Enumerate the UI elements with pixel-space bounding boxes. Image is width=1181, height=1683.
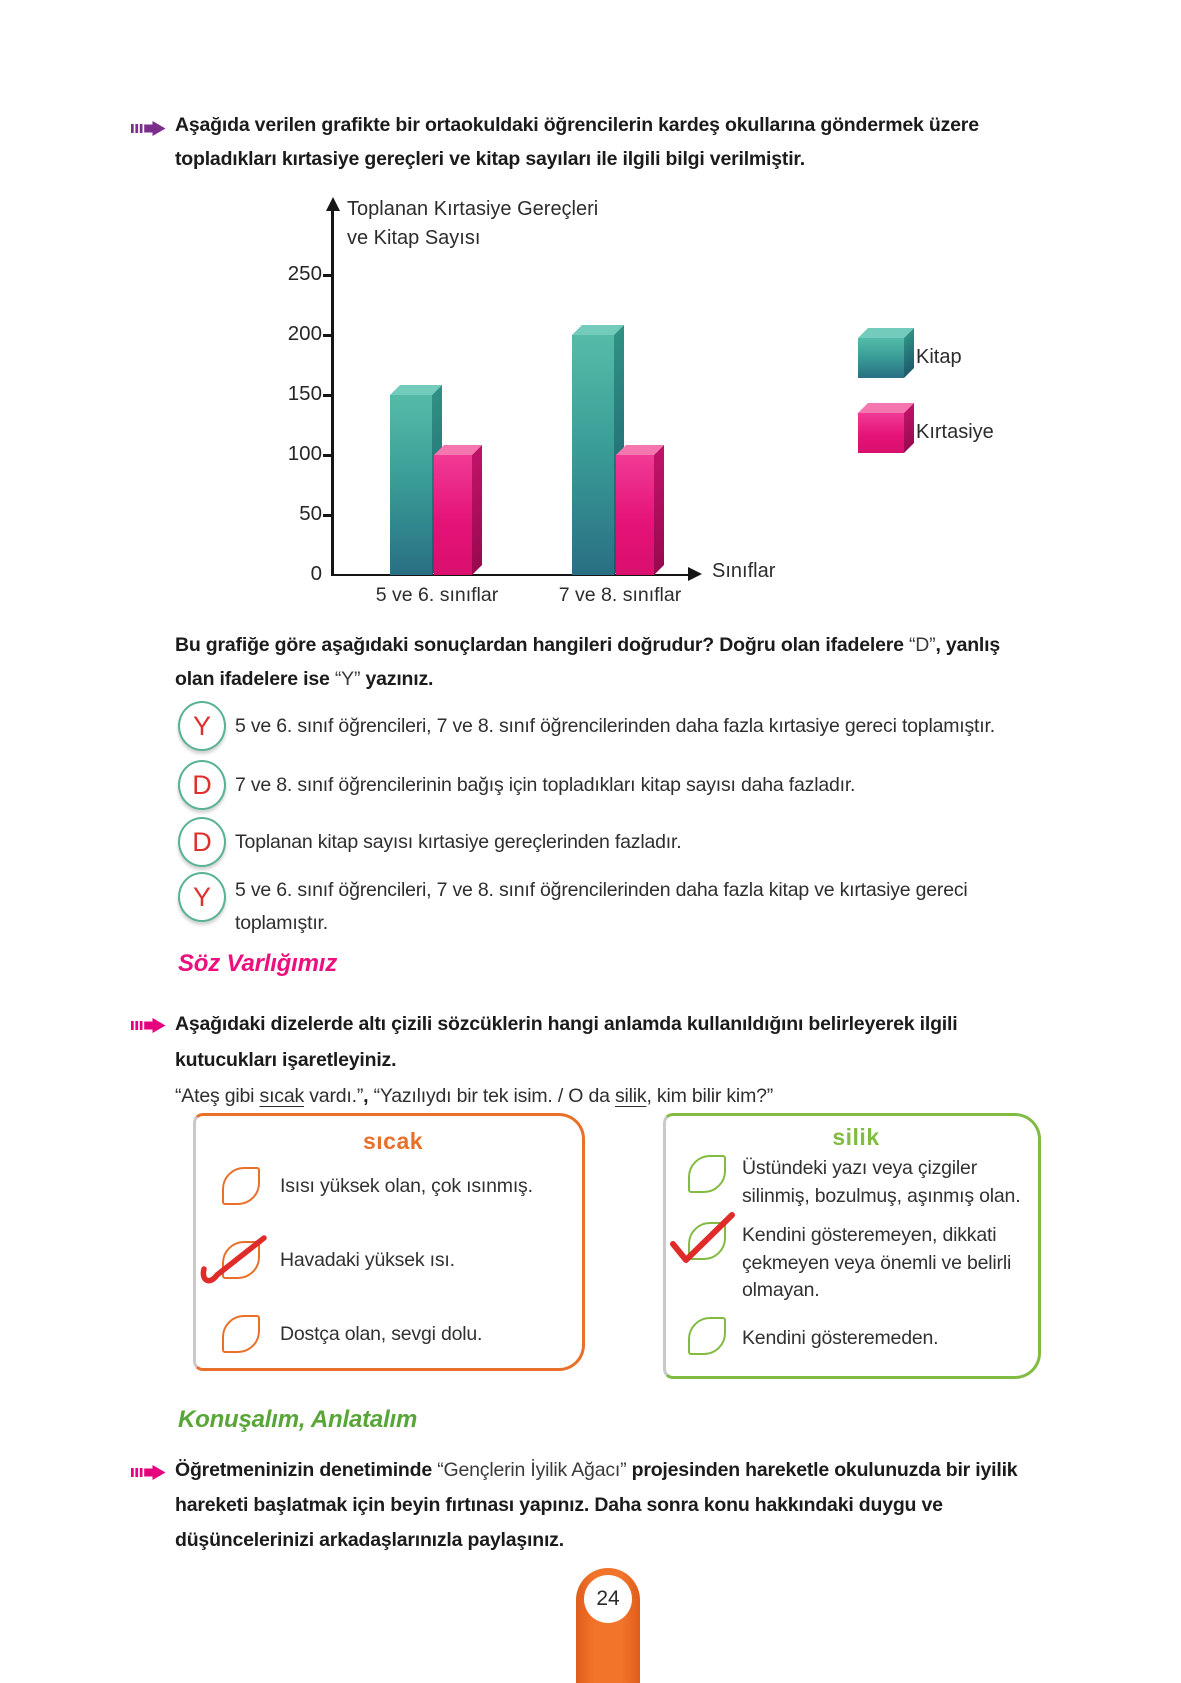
leaf-checkbox[interactable] bbox=[688, 1317, 726, 1355]
answer-circle[interactable] bbox=[178, 817, 226, 867]
bullet-arrow-icon bbox=[131, 1017, 167, 1034]
y-tick-label: 200 bbox=[287, 322, 322, 345]
y-axis-line bbox=[331, 209, 334, 575]
y-tick-mark bbox=[323, 274, 332, 277]
vocab-option-text: Isısı yüksek olan, çok ısınmış. bbox=[280, 1175, 533, 1197]
leaf-checkbox[interactable] bbox=[688, 1155, 726, 1193]
vocab-option-text: Kendini gösteremeyen, dikkati çekmeyen veya önemli ve belirli olmayan. bbox=[742, 1224, 1012, 1301]
speak-paragraph: Öğretmeninizin denetiminde “Gençlerin İyilik Ağacı” projesinden hareketle okulunuzda bir iyilik hareketi başlatmak için beyin fırtınası yapınız. Daha sonra konu hakkındaki duygu ve düşüncelerinizi arkadaşlarınızla paylaşınız. bbox=[175, 1459, 1018, 1551]
intro-paragraph: Aşağıda verilen grafikte bir ortaokuldaki öğrencilerin kardeş okullarına göndermek üzere topladıkları kırtasiye gereçleri ve kitap sayıları ile ilgili bilgi verilmiştir. bbox=[175, 114, 979, 170]
tf-item-text: Toplanan kitap sayısı kırtasiye gereçlerinden fazladır. bbox=[235, 831, 682, 853]
vocab-box-silik bbox=[663, 1113, 1041, 1379]
answer-letter: D bbox=[192, 769, 212, 800]
vocab-option-row bbox=[688, 1155, 1024, 1210]
answer-letter: Y bbox=[192, 881, 211, 912]
bar-kitap-5-6 bbox=[390, 395, 432, 575]
tf-item-text: 5 ve 6. sınıf öğrencileri, 7 ve 8. sınıf öğrencilerinden daha fazla kırtasiye gereci toplamıştır. bbox=[235, 715, 995, 737]
red-checkmark-icon bbox=[668, 1208, 738, 1270]
y-tick-label: 50 bbox=[299, 502, 322, 525]
vocab-box-title: sıcak bbox=[362, 1128, 424, 1154]
legend-swatch-kitap bbox=[858, 338, 904, 378]
bar-kitap-7-8 bbox=[572, 335, 614, 575]
section-heading-konusalim: Konuşalım, Anlatalım bbox=[178, 1406, 418, 1433]
leaf-checkbox[interactable] bbox=[688, 1222, 726, 1260]
legend-label-kitap: Kitap bbox=[916, 346, 962, 368]
tf-question-prompt: Bu grafiğe göre aşağıdaki sonuçlardan hangileri doğrudur? Doğru olan ifadelere “D”, yanlış olan ifadelere ise “Y” yazınız. bbox=[175, 634, 1001, 690]
leaf-checkbox[interactable] bbox=[222, 1315, 260, 1353]
x-category-label: 7 ve 8. sınıflar bbox=[558, 584, 682, 606]
vocab-option-row bbox=[222, 1315, 564, 1353]
page-number-tab bbox=[576, 1568, 640, 1683]
section-heading-soz-varligimiz: Söz Varlığımız bbox=[178, 950, 338, 977]
legend-swatch-kirtasiye bbox=[858, 413, 904, 453]
bar-kirtasiye-5-6 bbox=[434, 455, 472, 575]
y-tick-label: 250 bbox=[287, 262, 322, 285]
vocab-option-row bbox=[222, 1167, 564, 1205]
answer-letter: D bbox=[192, 826, 212, 857]
vocab-option-row bbox=[688, 1317, 1024, 1355]
bullet-arrow-icon bbox=[131, 1464, 167, 1481]
y-tick-mark bbox=[323, 394, 332, 397]
vocab-option-row bbox=[688, 1222, 1024, 1305]
leaf-checkbox[interactable] bbox=[222, 1241, 260, 1279]
vocab-option-text: Dostça olan, sevgi dolu. bbox=[280, 1323, 483, 1345]
vocab-option-text: Kendini gösteremeden. bbox=[742, 1326, 939, 1349]
vocab-box-sicak bbox=[193, 1113, 585, 1371]
legend-label-kirtasiye: Kırtasiye bbox=[916, 421, 994, 443]
answer-circle[interactable] bbox=[178, 872, 226, 922]
y-tick-label: 150 bbox=[287, 382, 322, 405]
tf-item-text: 7 ve 8. sınıf öğrencilerinin bağış için topladıkları kitap sayısı daha fazladır. bbox=[235, 774, 856, 796]
vocab-option-text: Havadaki yüksek ısı. bbox=[280, 1249, 455, 1271]
bullet-arrow-icon bbox=[131, 120, 167, 137]
chart-title: Toplanan Kırtasiye Gereçleri ve Kitap Sayısı bbox=[347, 198, 599, 249]
vocab-box-title: silik bbox=[832, 1124, 880, 1150]
y-tick-label: 0 bbox=[310, 562, 322, 585]
vocab-quote-line: “Ateş gibi sıcak vardı.”, “Yazılıydı bir tek isim. / O da silik, kim bilir kim?” bbox=[175, 1085, 774, 1107]
x-axis-arrow-icon bbox=[688, 567, 702, 581]
y-tick-mark bbox=[323, 514, 332, 517]
tf-item-text: 5 ve 6. sınıf öğrencileri, 7 ve 8. sınıf öğrencilerinden daha fazla kitap ve kırtasiye gereci toplamıştır. bbox=[235, 879, 968, 934]
y-tick-label: 100 bbox=[287, 442, 322, 465]
vocab-instruction: Aşağıdaki dizelerde altı çizili sözcüklerin hangi anlamda kullanıldığını belirleyerek ilgili kutucukları işaretleyiniz. bbox=[175, 1013, 958, 1071]
answer-circle[interactable] bbox=[178, 760, 226, 810]
vocab-option-row bbox=[222, 1241, 564, 1279]
leaf-checkbox[interactable] bbox=[222, 1167, 260, 1205]
x-axis-title: Sınıflar bbox=[712, 560, 776, 582]
page-number: 24 bbox=[584, 1575, 632, 1623]
answer-letter: Y bbox=[192, 710, 211, 741]
red-checkmark-icon bbox=[198, 1229, 272, 1289]
y-tick-mark bbox=[323, 454, 332, 457]
bar-kirtasiye-7-8 bbox=[616, 455, 654, 575]
answer-circle[interactable] bbox=[178, 701, 226, 751]
y-tick-mark bbox=[323, 334, 332, 337]
vocab-option-text: Üstündeki yazı veya çizgiler silinmiş, bozulmuş, aşınmış olan. bbox=[742, 1157, 1021, 1207]
x-category-label: 5 ve 6. sınıflar bbox=[375, 584, 499, 606]
y-axis-arrow-icon bbox=[326, 197, 340, 211]
